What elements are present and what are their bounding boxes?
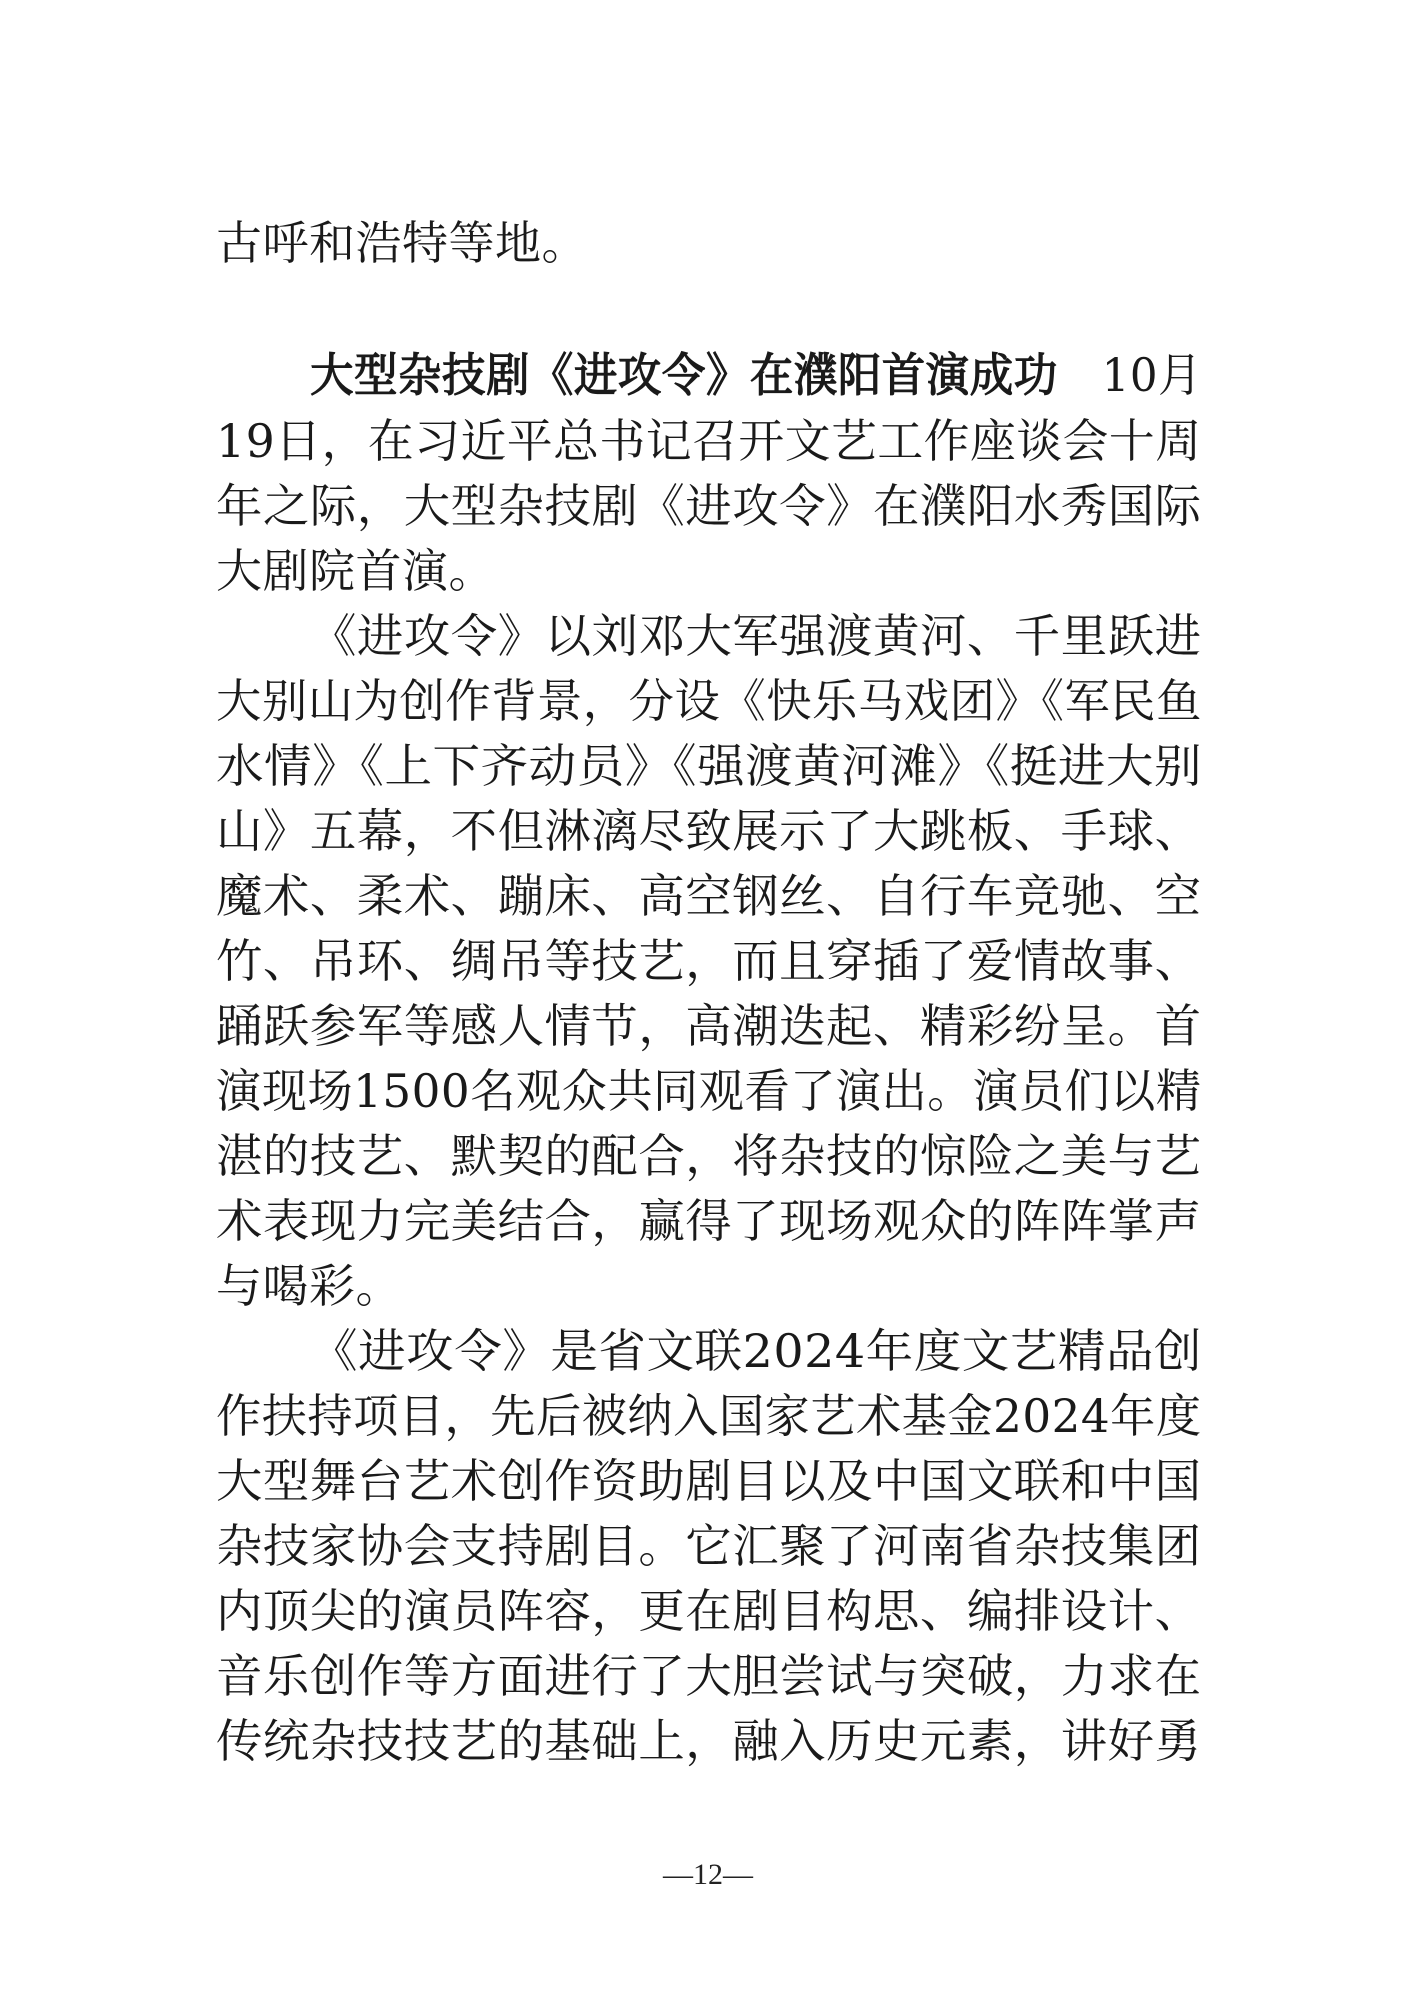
text-line: 山》五幕，不但淋漓尽致展示了大跳板、手球、 [216,804,1202,858]
text-line: 内顶尖的演员阵容，更在剧目构思、编排设计、 [216,1584,1202,1638]
text-line: 大型舞台艺术创作资助剧目以及中国文联和中国 [216,1454,1202,1508]
text-line: 竹、吊环、绸吊等技艺，而且穿插了爱情故事、 [216,934,1202,988]
text-line: 湛的技艺、默契的配合，将杂技的惊险之美与艺 [216,1129,1202,1183]
text-line: 古呼和浩特等地。 [216,216,588,270]
page-number: —12— [663,1858,753,1891]
paragraph-start-line: 《进攻令》是省文联2024年度文艺精品创 [310,1324,1203,1378]
text-line: 大别山为创作背景，分设《快乐马戏团》《军民鱼 [216,674,1202,728]
text-line: 魔术、柔术、蹦床、高空钢丝、自行车竞驰、空 [216,869,1202,923]
text-line: 年之际，大型杂技剧《进攻令》在濮阳水秀国际 [216,479,1202,533]
text-line: 水情》《上下齐动员》《强渡黄河滩》《挺进大别 [216,739,1202,793]
text-line: 传统杂技技艺的基础上，融入历史元素，讲好勇 [216,1714,1202,1768]
text-segment: 10月 [1057,348,1203,402]
text-line: 19日，在习近平总书记召开文艺工作座谈会十周 [216,414,1202,468]
text-line: 术表现力完美结合，赢得了现场观众的阵阵掌声 [216,1194,1202,1248]
text-line: 与喝彩。 [216,1259,402,1313]
text-line: 大剧院首演。 [216,544,495,598]
text-line: 作扶持项目，先后被纳入国家艺术基金2024年度 [216,1389,1202,1443]
text-line: 演现场1500名观众共同观看了演出。演员们以精 [216,1064,1202,1118]
text-line: 杂技家协会支持剧目。它汇聚了河南省杂技集团 [216,1519,1202,1573]
news-item-heading-line [310,344,1202,406]
news-item-title: 大型杂技剧《进攻令》在濮阳首演成功 [310,348,1058,402]
text-line: 音乐创作等方面进行了大胆尝试与突破，力求在 [216,1649,1202,1703]
text-line: 踊跃参军等感人情节，高潮迭起、精彩纷呈。首 [216,999,1202,1053]
paragraph-start-line: 《进攻令》以刘邓大军强渡黄河、千里跃进 [310,609,1202,663]
